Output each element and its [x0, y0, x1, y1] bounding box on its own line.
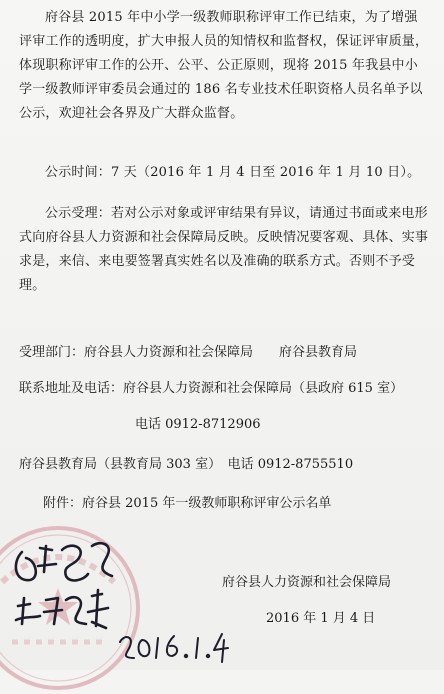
issue-date: 2016 年 1 月 4 日 [266, 611, 376, 626]
seal-star-icon [38, 588, 78, 625]
notice-period-paragraph: 公示时间：7 天（2016 年 1 月 4 日至 2016 年 1 月 10 日）。 [45, 165, 421, 180]
contact-address-line: 联系地址及电话：府谷县人力资源和社会保障局（县政府 615 室） [19, 381, 404, 396]
phone-line-hrss: 电话 0912-8712906 [135, 417, 261, 432]
attachment-line: 附件：府谷县 2015 年一级教师职称评审公示名单 [43, 496, 332, 511]
notice-intro-paragraph: 府谷县 2015 年中小学一级教师职称评审工作已结束，为了增强评审工作的透明度，扩大申报人员的知情权和监督权，保证评审质量，体现职称评审工作的公开、公平、公正原则，现将 2015 年我县中小学一级教师评审委员会通过的 186 名专业技术任职资格人员名单予以公示，欢迎社会各界及广大群众监督。 [19, 10, 429, 121]
notice-acceptance-paragraph: 公示受理：若对公示对象或评审结果有异议，请通过书面或来电形式向府谷县人力资源和社会保障局反映。反映情况要客观、具体、实事求是，来信、来电要签署真实姓名以及准确的联系方式。否则不予受理。 [19, 206, 429, 293]
education-bureau-contact-line: 府谷县教育局（县教育局 303 室） 电话 0912-8755510 [19, 457, 354, 472]
accepting-departments-line: 受理部门：府谷县人力资源和社会保障局 府谷县教育局 [19, 345, 358, 360]
official-seal-stamp [0, 522, 144, 694]
issuing-organization: 府谷县人力资源和社会保障局 [222, 575, 392, 590]
